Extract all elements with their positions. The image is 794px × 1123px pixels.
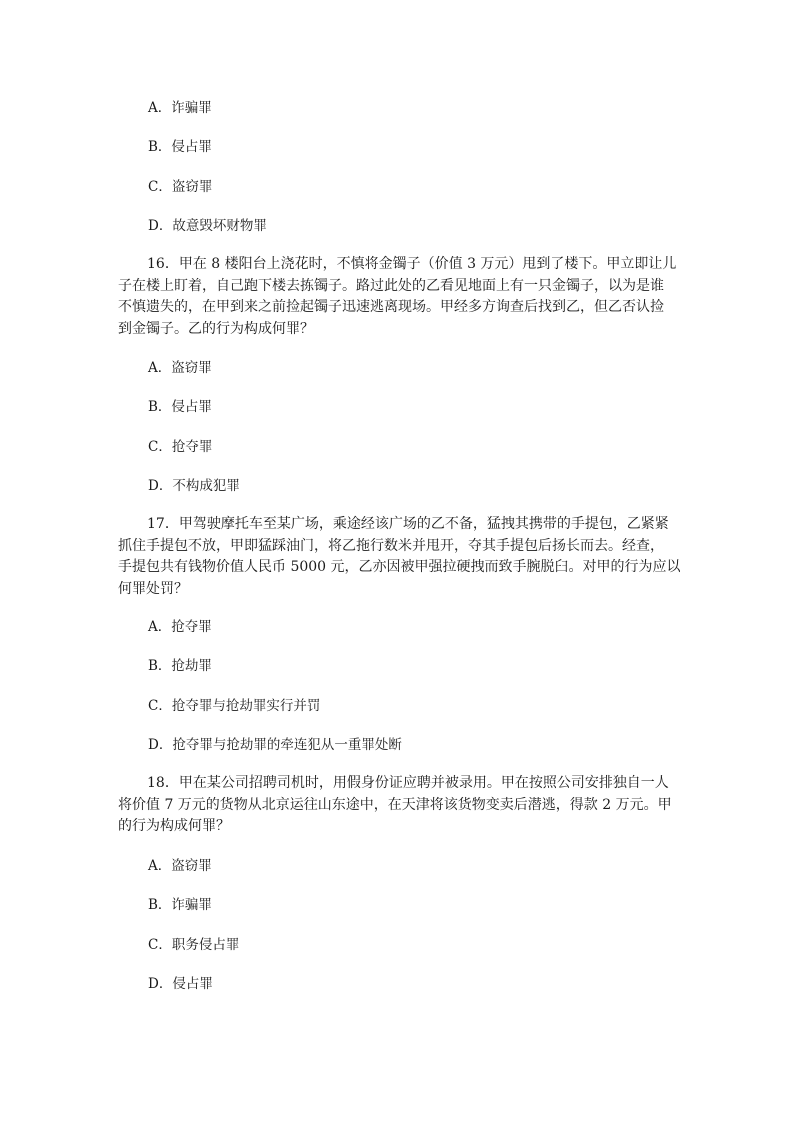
- q16-stem: [118, 254, 678, 340]
- q16-option-c: C．抢夺罪: [148, 439, 213, 455]
- q18-line: 18．甲在某公司招聘司机时，用假身份证应聘并被录用。甲在按照公司安排独自一人: [147, 775, 669, 791]
- q16-option-d: D．不构成犯罪: [148, 478, 240, 494]
- q16-line: 到金镯子。乙的行为构成何罪？: [118, 320, 314, 337]
- q15-option-d: D．故意毁坏财物罪: [148, 218, 267, 234]
- q16-line: 16．甲在 8 楼阳台上浇花时，不慎将金镯子（价值 3 万元）甩到了楼下。甲立即让儿: [147, 256, 677, 272]
- q17-option-b: B．抢劫罪: [148, 658, 212, 674]
- q17-option-c: C．抢夺罪与抢劫罪实行并罚: [148, 698, 321, 714]
- q17-line: 17．甲驾驶摩托车至某广场，乘途经该广场的乙不备，猛拽其携带的手提包，乙紧紧: [147, 516, 669, 532]
- q16-line: 子在楼上盯着，自己跑下楼去拣镯子。路过此处的乙看见地面上有一只金镯子，以为是谁: [118, 277, 664, 294]
- q17-stem: [118, 514, 681, 600]
- q17-line: 手提包共有钱物价值人民币 5000 元，乙亦因被甲强拉硬拽而致手腕脱臼。对甲的行为应以: [118, 559, 681, 575]
- q16-line: 不慎遗失的，在甲到来之前捡起镯子迅速逃离现场。甲经多方询查后找到乙，但乙否认捡: [118, 299, 664, 315]
- q15-option-c: C．盗窃罪: [148, 179, 213, 195]
- q15-option-a: A．诈骗罪: [148, 100, 212, 116]
- q18-stem: [118, 773, 678, 838]
- q15-option-b: B．侵占罪: [148, 139, 212, 155]
- q18-line: 的行为构成何罪？: [118, 818, 230, 834]
- q16-option-a: A．盗窃罪: [148, 360, 212, 376]
- q17-line: 何罪处罚？: [118, 580, 188, 597]
- q18-option-d: D．侵占罪: [148, 976, 213, 992]
- q18-option-a: A．盗窃罪: [148, 858, 212, 874]
- q18-option-c: C．职务侵占罪: [148, 937, 240, 953]
- q17-option-a: A．抢夺罪: [148, 619, 212, 635]
- q17-line: 抓住手提包不放，甲即猛踩油门，将乙拖行数米并甩开，夺其手提包后扬长而去。经查，: [118, 537, 664, 554]
- q17-option-d: D．抢夺罪与抢劫罪的牵连犯从一重罪处断: [148, 737, 402, 753]
- q18-option-b: B．诈骗罪: [148, 897, 212, 913]
- q16-option-b: B．侵占罪: [148, 399, 212, 415]
- q18-line: 将价值 7 万元的货物从北京运往山东途中，在天津将该货物变卖后潜逃，得款 2 万元。甲: [118, 796, 672, 813]
